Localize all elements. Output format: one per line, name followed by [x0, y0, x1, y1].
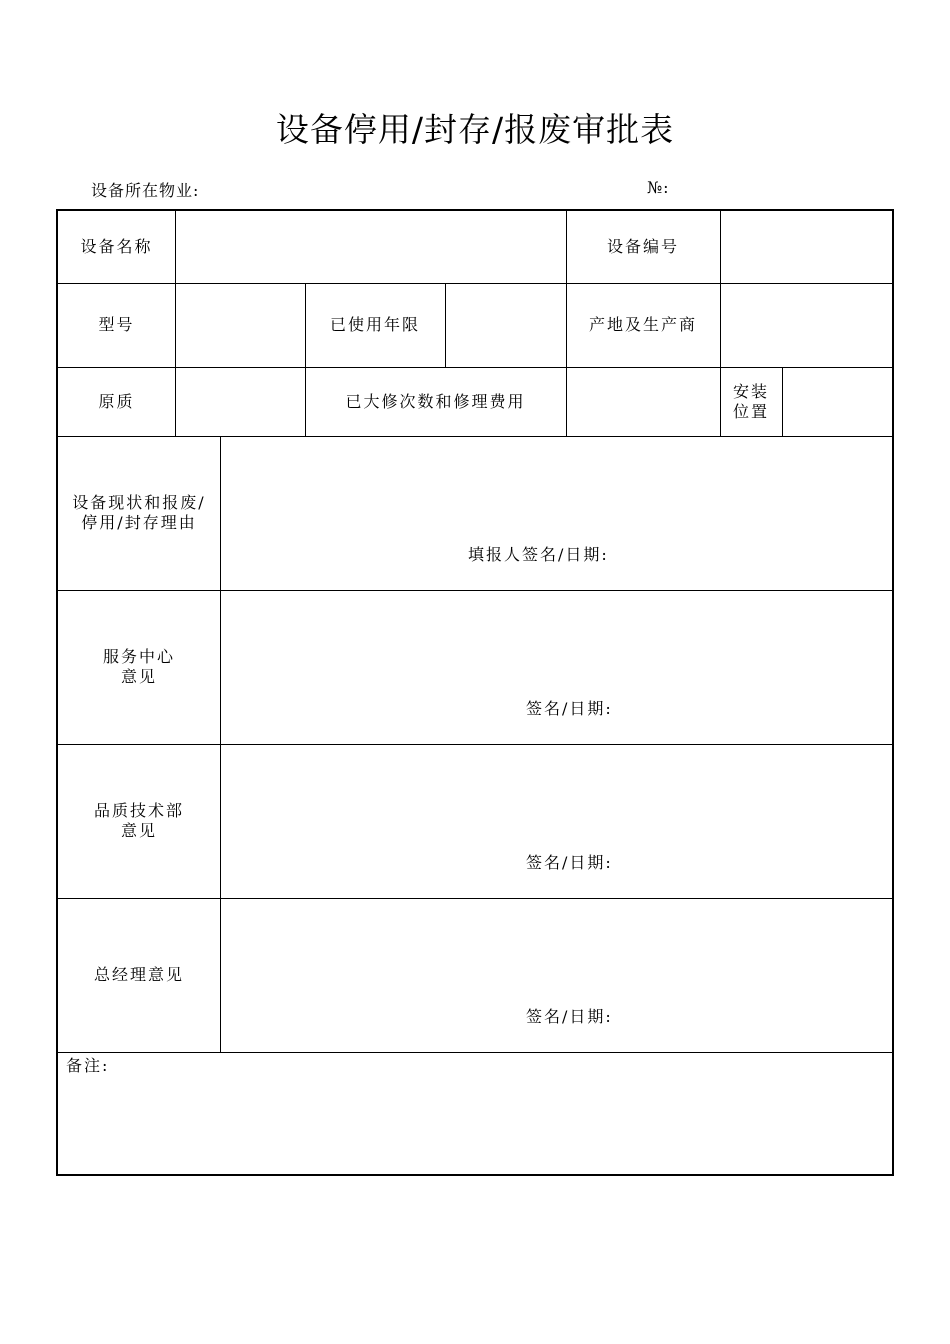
- original-quality-label: 原质: [98, 391, 135, 411]
- years-used-label: 已使用年限: [329, 315, 420, 334]
- col-divider: [782, 367, 783, 436]
- property-label: 设备所在物业:: [91, 181, 200, 200]
- service-center-opinion-label: 服务中心意见: [102, 647, 175, 686]
- equipment-number-label: 设备编号: [606, 237, 679, 256]
- remarks-label: 备注:: [66, 1056, 110, 1075]
- col-divider: [220, 436, 221, 1052]
- quality-tech-opinion-label: 品质技术部意见: [93, 801, 184, 840]
- install-location-label: 安装位置: [732, 381, 769, 421]
- quality-tech-signature-date-label: 签名/日期:: [526, 853, 613, 872]
- service-center-signature-date-label: 签名/日期:: [526, 699, 613, 718]
- approval-form-table: [56, 209, 894, 1176]
- gm-opinion-label: 总经理意见: [93, 965, 184, 984]
- equipment-name-label: 设备名称: [80, 237, 153, 256]
- repairs-cost-label: 已大修次数和修理费用: [345, 391, 526, 411]
- row-divider: [58, 1052, 892, 1053]
- origin-manufacturer-label: 产地及生产商: [588, 315, 697, 334]
- number-label: №:: [647, 178, 670, 197]
- col-divider: [175, 211, 176, 436]
- reporter-signature-date-label: 填报人签名/日期:: [468, 545, 609, 564]
- model-label: 型号: [98, 315, 135, 334]
- row-divider: [58, 283, 892, 284]
- status-reason-label: 设备现状和报废/停用/封存理由: [72, 493, 206, 532]
- col-divider: [445, 283, 446, 367]
- gm-signature-date-label: 签名/日期:: [526, 1007, 613, 1026]
- form-title: 设备停用/封存/报废审批表: [275, 110, 675, 149]
